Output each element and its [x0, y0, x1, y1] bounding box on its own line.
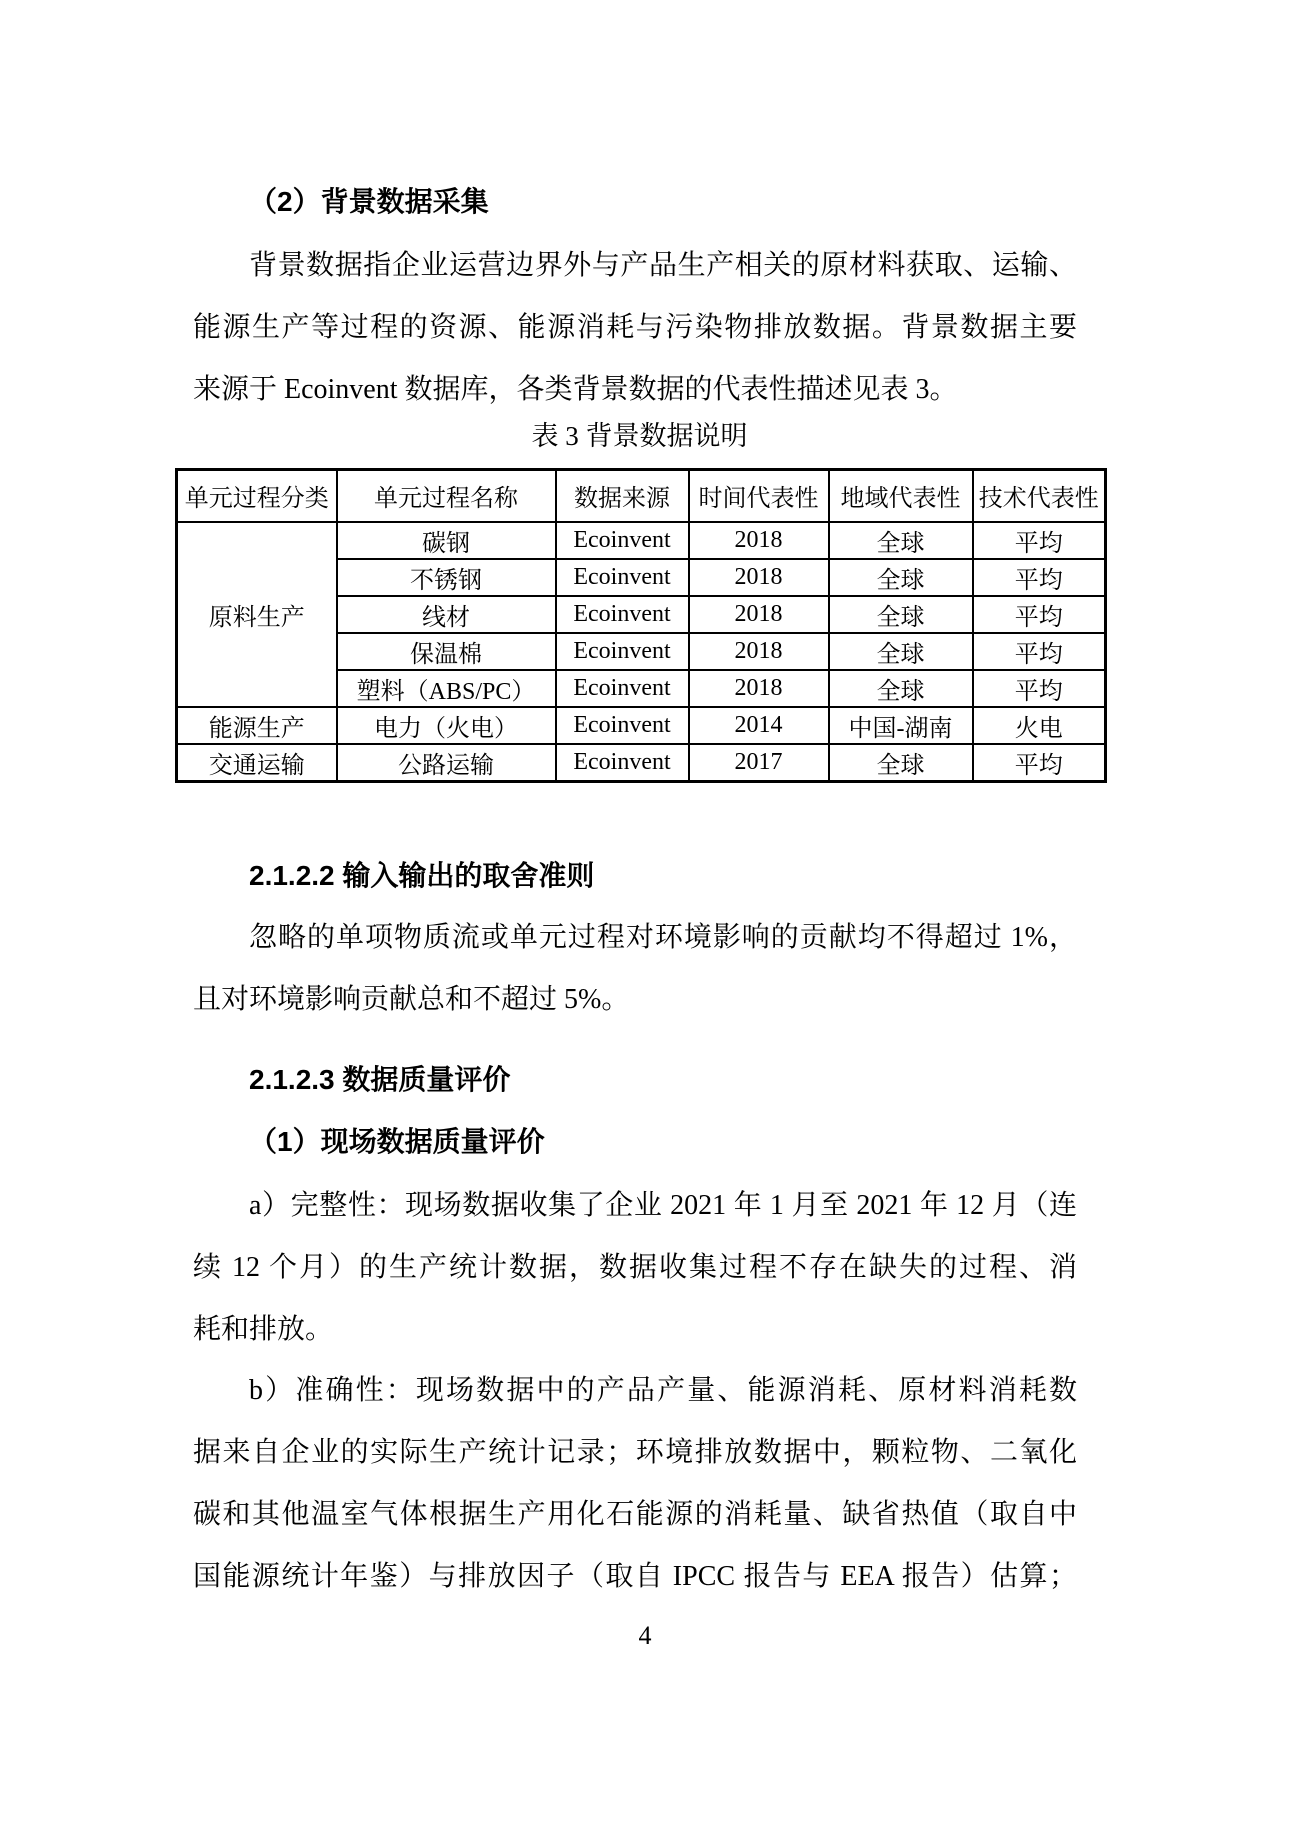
- background-data-table: [175, 468, 1107, 783]
- cell-unit-process-name: 公路运输: [337, 744, 556, 782]
- paragraph-accuracy: [193, 1360, 1077, 1608]
- cell-tech-representativeness: 火电: [973, 707, 1106, 744]
- cell-data-source: Ecoinvent: [556, 670, 689, 707]
- heading-field-data-quality: （1）现场数据质量评价: [249, 1126, 545, 1157]
- text-line: a）完整性：现场数据收集了企业 2021 年 1 月至 2021 年 12 月（连: [249, 1190, 1077, 1221]
- cell-time-representativeness: 2018: [689, 559, 829, 596]
- cell-data-source: Ecoinvent: [556, 596, 689, 633]
- cell-unit-process-name: 保温棉: [337, 633, 556, 670]
- cell-unit-process-category: 交通运输: [177, 744, 337, 782]
- cell-tech-representativeness: 平均: [973, 670, 1106, 707]
- paragraph-cutoff-criteria: [193, 907, 1077, 1031]
- cell-data-source: Ecoinvent: [556, 707, 689, 744]
- cell-time-representativeness: 2018: [689, 522, 829, 559]
- cell-time-representativeness: 2017: [689, 744, 829, 782]
- cell-time-representativeness: 2014: [689, 707, 829, 744]
- column-header-data-source: 数据来源: [556, 470, 689, 522]
- cell-geo-representativeness: 全球: [829, 596, 973, 633]
- table-row: [177, 707, 1106, 744]
- cell-tech-representativeness: 平均: [973, 633, 1106, 670]
- cell-tech-representativeness: 平均: [973, 744, 1106, 782]
- cell-tech-representativeness: 平均: [973, 522, 1106, 559]
- cell-unit-process-name: 线材: [337, 596, 556, 633]
- cell-data-source: Ecoinvent: [556, 744, 689, 782]
- cell-unit-process-category: 能源生产: [177, 707, 337, 744]
- cell-unit-process-name: 电力（火电）: [337, 707, 556, 744]
- text-line: 据来自企业的实际生产统计记录；环境排放数据中，颗粒物、二氧化: [193, 1437, 1077, 1468]
- cell-geo-representativeness: 全球: [829, 522, 973, 559]
- text-line: 能源生产等过程的资源、能源消耗与污染物排放数据。背景数据主要: [193, 312, 1077, 343]
- cell-tech-representativeness: 平均: [973, 559, 1106, 596]
- cell-data-source: Ecoinvent: [556, 522, 689, 559]
- cell-geo-representativeness: 全球: [829, 744, 973, 782]
- text-line: 续 12 个月）的生产统计数据，数据收集过程不存在缺失的过程、消: [193, 1252, 1077, 1283]
- table-row: [177, 522, 1106, 559]
- table-row: [177, 470, 1106, 522]
- column-header-unit-process-name: 单元过程名称: [337, 470, 556, 522]
- table-header-row: [177, 470, 1106, 522]
- paragraph-completeness: [193, 1175, 1077, 1361]
- cell-time-representativeness: 2018: [689, 670, 829, 707]
- cell-tech-representativeness: 平均: [973, 596, 1106, 633]
- cell-data-source: Ecoinvent: [556, 559, 689, 596]
- column-header-tech-representativeness: 技术代表性: [973, 470, 1106, 522]
- text-line: 碳和其他温室气体根据生产用化石能源的消耗量、缺省热值（取自中: [193, 1499, 1077, 1530]
- heading-data-quality-evaluation: 2.1.2.3 数据质量评价: [249, 1064, 511, 1095]
- column-header-time-representativeness: 时间代表性: [689, 470, 829, 522]
- page-number: 4: [638, 1621, 652, 1650]
- cell-geo-representativeness: 中国-湖南: [829, 707, 973, 744]
- text-line: 忽略的单项物质流或单元过程对环境影响的贡献均不得超过 1%，: [249, 922, 1077, 953]
- cell-time-representativeness: 2018: [689, 596, 829, 633]
- paragraph-background-data: [193, 235, 1077, 421]
- heading-cutoff-criteria: 2.1.2.2 输入输出的取舍准则: [249, 860, 595, 891]
- cell-unit-process-name: 塑料（ABS/PC）: [337, 670, 556, 707]
- cell-data-source: Ecoinvent: [556, 633, 689, 670]
- text-line: 耗和排放。: [193, 1314, 334, 1345]
- heading-background-data-collection: （2）背景数据采集: [249, 186, 489, 217]
- cell-geo-representativeness: 全球: [829, 559, 973, 596]
- table-body: [177, 522, 1106, 782]
- cell-geo-representativeness: 全球: [829, 633, 973, 670]
- cell-unit-process-category: 原料生产: [177, 522, 337, 707]
- text-line: 国能源统计年鉴）与排放因子（取自 IPCC 报告与 EEA 报告）估算；: [193, 1561, 1077, 1592]
- table-row: [177, 744, 1106, 782]
- text-line: 来源于 Ecoinvent 数据库，各类背景数据的代表性描述见表 3。: [193, 374, 958, 405]
- text-line: 背景数据指企业运营边界外与产品生产相关的原材料获取、运输、: [249, 250, 1077, 281]
- cell-unit-process-name: 碳钢: [337, 522, 556, 559]
- text-line: 且对环境影响贡献总和不超过 5%。: [193, 984, 630, 1015]
- column-header-geo-representativeness: 地域代表性: [829, 470, 973, 522]
- cell-unit-process-name: 不锈钢: [337, 559, 556, 596]
- column-header-unit-process-category: 单元过程分类: [177, 470, 337, 522]
- table-3-caption: 表 3 背景数据说明: [531, 421, 748, 451]
- cell-geo-representativeness: 全球: [829, 670, 973, 707]
- text-line: b）准确性：现场数据中的产品产量、能源消耗、原材料消耗数: [249, 1375, 1077, 1406]
- cell-time-representativeness: 2018: [689, 633, 829, 670]
